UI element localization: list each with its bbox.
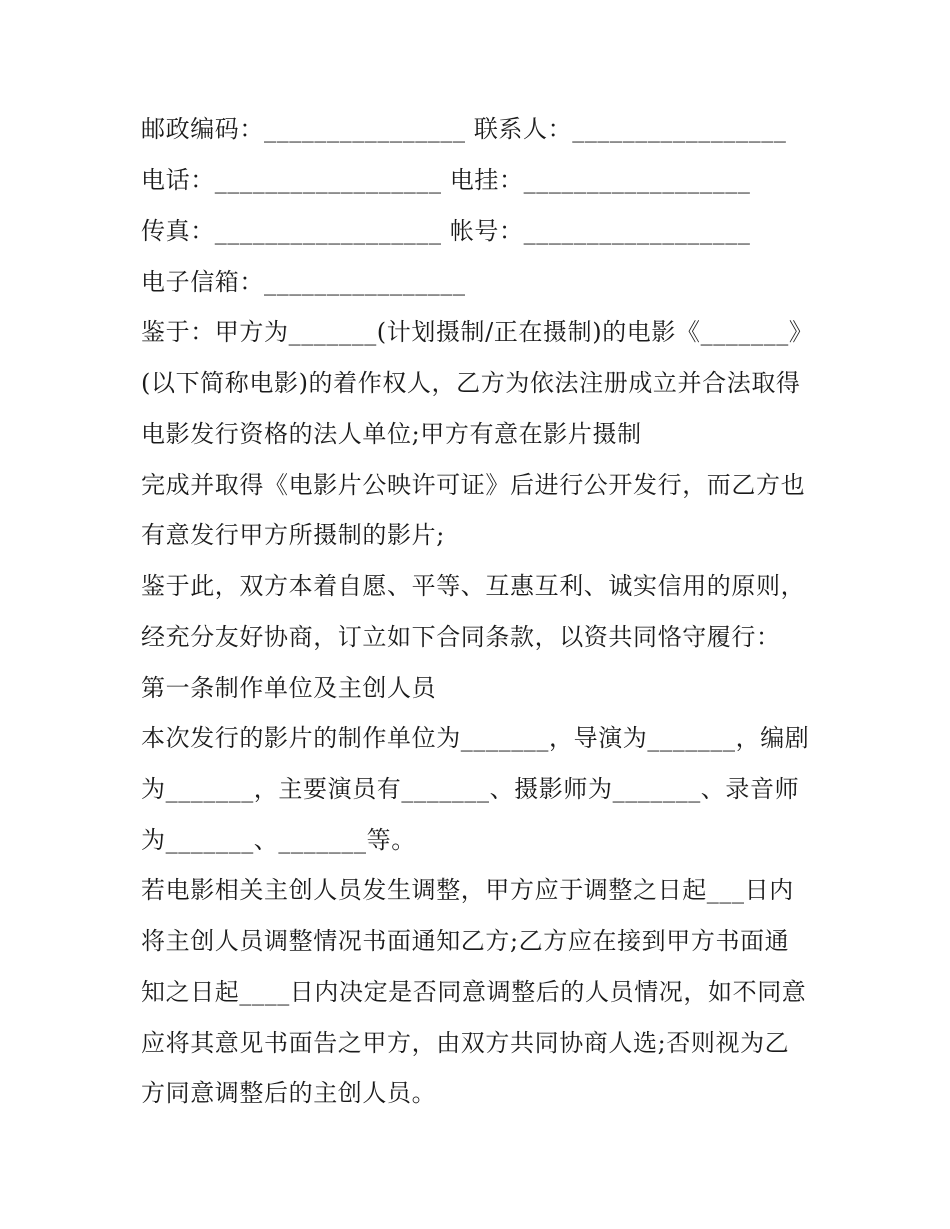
paragraph-line: (以下简称电影)的着作权人，乙方为依法注册成立并合法取得: [141, 369, 801, 397]
paragraph-line: 鉴于：甲方为_______(计划摄制/正在摄制)的电影《_______》: [141, 318, 814, 346]
paragraph-line: 将主创人员调整情况书面通知乙方;乙方应在接到甲方书面通: [141, 927, 790, 955]
paragraph-line: 方同意调整后的主创人员。: [141, 1079, 437, 1107]
paragraph-line: 电影发行资格的法人单位;甲方有意在影片摄制: [141, 420, 642, 448]
paragraph-line: 知之日起____日内决定是否同意调整后的人员情况，如不同意: [141, 978, 807, 1006]
paragraph-line: 若电影相关主创人员发生调整，甲方应于调整之日起___日内: [141, 876, 794, 904]
contact-phone-line: 电话：__________________ 电挂：__________________: [141, 166, 751, 194]
contact-fax-line: 传真：__________________ 帐号：__________________: [141, 217, 751, 245]
paragraph-line: 本次发行的影片的制作单位为_______，导演为_______，编剧: [141, 724, 810, 752]
paragraph-line: 完成并取得《电影片公映许可证》后进行公开发行，而乙方也: [141, 471, 806, 499]
paragraph-line: 鉴于此，双方本着自愿、平等、互惠互利、诚实信用的原则，: [141, 572, 806, 600]
paragraph-line: 应将其意见书面告之甲方，由双方共同协商人选;否则视为乙: [141, 1029, 790, 1057]
paragraph-line: 经充分友好协商，订立如下合同条款，以资共同恪守履行：: [141, 623, 781, 651]
paragraph-line: 为_______，主要演员有_______、摄影师为_______、录音师: [141, 775, 800, 803]
contact-postcode-line: 邮政编码：________________ 联系人：_________________: [141, 115, 787, 143]
paragraph-line: 为_______、_______等。: [141, 826, 416, 854]
contact-email-line: 电子信箱：________________: [141, 268, 466, 296]
paragraph-line: 有意发行甲方所摄制的影片;: [141, 521, 445, 549]
section-heading: 第一条制作单位及主创人员: [141, 674, 437, 702]
